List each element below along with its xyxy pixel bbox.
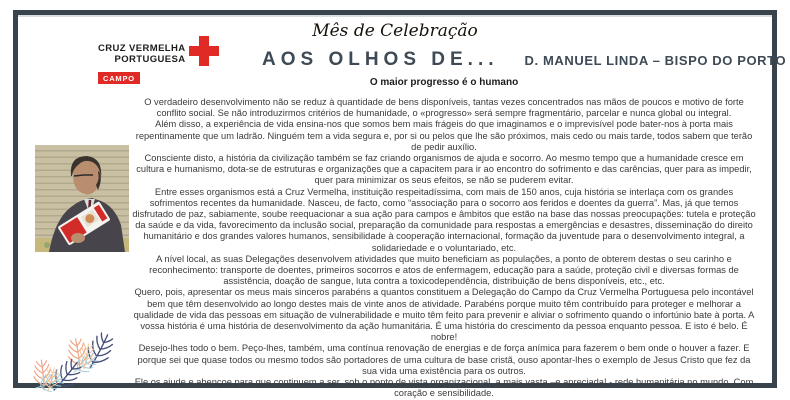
speaker-photo — [35, 145, 129, 252]
campo-badge: CAMPO — [98, 72, 140, 84]
article-paragraph: O verdadeiro desenvolvimento não se reduz à quantidade de bens disponíveis, tantas vezes concentrados nas mãos de poucos e motivo de forte conflito social. Se não introduzirmos critérios de humanidade, o «progresso» será sempre fragmentário, parcelar e nunca global ou integral. — [144, 97, 744, 119]
article-paragraph: Ele os ajude e abençoe para que continuem a ser, sob o ponto de vista organizacional, a mais vasta –e apreciada! - rede humanitária no mundo. Com coração e sensibilidade. — [134, 377, 754, 399]
logo-text-line2: PORTUGUESA — [114, 54, 186, 65]
title-row — [262, 49, 787, 71]
article-subtitle: O maior progresso é o humano — [369, 77, 519, 88]
article-paragraph: Entre esses organismos está a Cruz Vermelha, instituição respeitadíssima, com mais de 150 anos, cuja história se interlaça com os grandes sofrimentos recentes da humanidade. Nasceu, de facto, como “associação para o socorro aos feridos e doentes da guerra”. Mas, já que temos disfrutado de paz, sabiamente, soube reequacionar a sua ação para campos e âmbitos que estão na base das nossas preocupações: tutela e proteção da saúde e da vida, favorecimento da inclusão social, preparação da comunidade para respostas a emergências e desastres, disseminação do direito humanitário e dos grandes valores humanos, sensibilidade à cooperação internacional, formação da juventude para o desenvolvimento integral, a solidariedade e o voluntariado, etc. — [132, 186, 756, 253]
article-paragraph: Desejo-lhes todo o bem. Peço-lhes, também, uma contínua renovação de energias e de força anímica para fazerem o bem onde o houver a fazer. E porque sei que quase todos ou mesmo todos são portadores de uma cultura de base cristã, ouso apontar-lhes o exemplo de Jesus Cristo que fez da sua vida uma existência para os outros. — [137, 343, 751, 376]
leaf-decoration-icon — [14, 328, 122, 394]
author-title: D. MANUEL LINDA – BISPO DO PORTO — [524, 53, 787, 68]
article-paragraph: A nível local, as suas Delegações desenvolvem atividades que muito beneficiam as populações, a ponto de obterem destas o seu carinho e reconhecimento: transporte de doentes, primeiros socorros e atos de enfermagem, educação para a saúde, proteção civil e diversas formas de assistência, doação de sangue, luta contra a toxicodependência, distribuição de bens disponíveis, etc., etc. — [149, 253, 739, 287]
script-title: Mês de Celebração — [312, 21, 478, 41]
article-body — [132, 97, 756, 399]
logo-text-line1: CRUZ VERMELHA — [98, 43, 186, 54]
article-column — [132, 77, 756, 399]
article-paragraph: Quero, pois, apresentar os meus mais sinceros parabéns a quantos constituem a Delegação do Campo da Cruz Vermelha Portuguesa pelo incontável bem que têm desenvolvido ao longo destes mais de vinte anos de atividade. Parabéns porque muito têm contribuído para proteger e melhorar a qualidade de vida das pessoas em situação de vulnerabilidade e muito têm feito para prevenir e aliviar o sofrimento quando o infortúnio bate à porta. A vossa história é uma história de desenvolvimento da ação humanitária. É uma história do crescimento da pessoa enquanto pessoa. E isto é belo. É nobre! — [133, 287, 755, 343]
main-title: AOS OLHOS DE... — [262, 49, 499, 70]
article-paragraph: Consciente disto, a história da civilização também se faz criando organismos de ajuda e socorro. Ao mesmo tempo que a humanidade cresce em cultura e humanismo, dota-se de estruturas e organizações que a capacitem para ir ao encontro do sofrimento e das carências, quer para as impedir, quer para minimizar os seus efeitos, se não se puderem evitar. — [136, 153, 752, 186]
article-paragraph: Além disso, a experiência de vida ensina-nos que somos bem mais frágeis do que imaginamos e o imprevisível pode bater-nos à porta mais repentinamente que um ladrão. Ninguém tem a vida segura e, por si ou pelos que lhe são próximos, mais cedo ou mais tarde, todos sabem que terão de pedir auxílio. — [135, 119, 753, 152]
